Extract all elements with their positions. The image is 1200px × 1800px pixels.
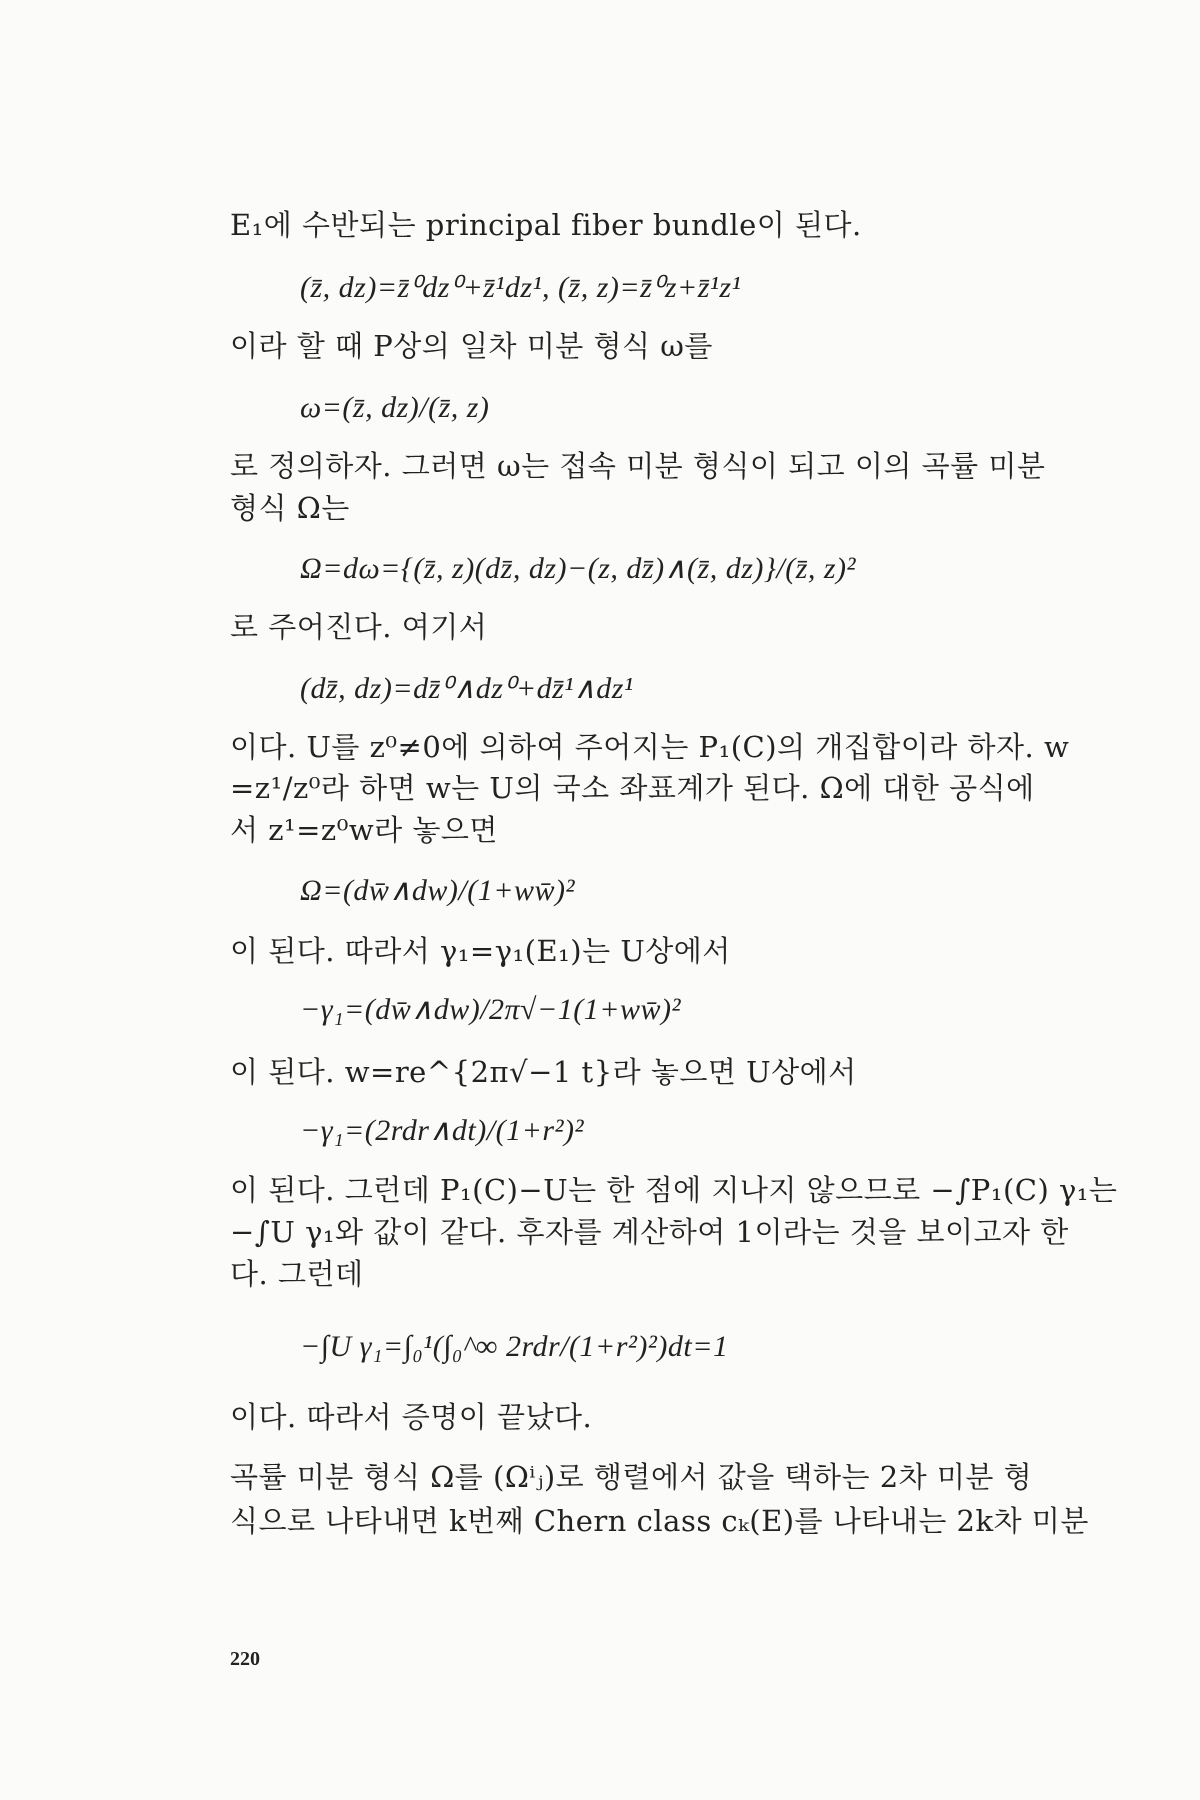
text-line: 서 z¹=z⁰w라 놓으면 bbox=[230, 813, 498, 847]
text-line: −∫U γ₁와 값이 같다. 후자를 계산하여 1이라는 것을 보이고자 한 bbox=[230, 1215, 1069, 1249]
text-line: =z¹/z⁰라 하면 w는 U의 국소 좌표계가 된다. Ω에 대한 공식에 bbox=[230, 771, 1035, 805]
text-line: 로 주어진다. 여기서 bbox=[230, 610, 488, 644]
text-line: 이다. 따라서 증명이 끝났다. bbox=[230, 1400, 593, 1434]
text-line: 식으로 나타내면 k번째 Chern class cₖ(E)를 나타내는 2k차 미분 bbox=[230, 1504, 1089, 1538]
text-line: 이라 할 때 P상의 일차 미분 형식 ω를 bbox=[230, 329, 713, 363]
equation-line: (dz̄, dz)=dz̄⁰∧dz⁰+dz̄¹∧dz¹ bbox=[300, 672, 634, 705]
text-line: E₁에 수반되는 principal fiber bundle이 된다. bbox=[230, 208, 862, 242]
page-number: 220 bbox=[230, 1648, 260, 1670]
equation-line: ω=(z̄, dz)/(z̄, z) bbox=[300, 391, 490, 424]
equation-line: Ω=(dw̄∧dw)/(1+ww̄)² bbox=[300, 874, 575, 907]
text-line: 이다. U를 z⁰≠0에 의하여 주어지는 P₁(C)의 개집합이라 하자. w bbox=[230, 730, 1070, 764]
text-line: 이 된다. 따라서 γ₁=γ₁(E₁)는 U상에서 bbox=[230, 934, 731, 968]
equation-line: −γ₁=(2rdr∧dt)/(1+r²)² bbox=[300, 1114, 584, 1147]
equation-line: Ω=dω={(z̄, z)(dz̄, dz)−(z, dz̄)∧(z̄, dz)}/(z̄, z)² bbox=[300, 552, 857, 585]
equation-line: −∫U γ₁=∫₀¹(∫₀^∞ 2rdr/(1+r²)²)dt=1 bbox=[300, 1330, 729, 1363]
equation-line: −γ₁=(dw̄∧dw)/2π√−1(1+ww̄)² bbox=[300, 993, 682, 1026]
text-line: 이 된다. 그런데 P₁(C)−U는 한 점에 지나지 않으므로 −∫P₁(C) γ₁는 bbox=[230, 1173, 1118, 1207]
text-line: 이 된다. w=re^{2π√−1 t}라 놓으면 U상에서 bbox=[230, 1055, 857, 1089]
text-line: 곡률 미분 형식 Ω를 (Ωⁱⱼ)로 행렬에서 값을 택하는 2차 미분 형 bbox=[230, 1460, 1033, 1494]
text-line: 형식 Ω는 bbox=[230, 491, 350, 525]
equation-line: (z̄, dz)=z̄⁰dz⁰+z̄¹dz¹, (z̄, z)=z̄⁰z+z̄¹z¹ bbox=[300, 271, 742, 304]
text-line: 로 정의하자. 그러면 ω는 접속 미분 형식이 되고 이의 곡률 미분 bbox=[230, 449, 1046, 483]
text-line: 다. 그런데 bbox=[230, 1257, 364, 1291]
